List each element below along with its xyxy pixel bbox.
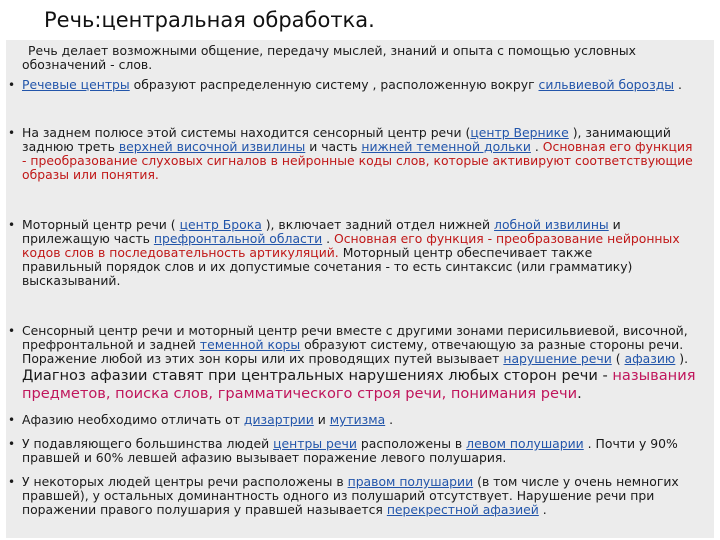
intro-line-2: обозначений - слов. <box>22 57 153 72</box>
link-left-hemisphere[interactable]: левом полушарии <box>466 436 584 451</box>
link-crossed-aphasia[interactable]: перекрестной афазией <box>386 502 539 517</box>
paragraph-2-line-2: заднюю треть верхней височной извилины и часть нижней теменной дольки . Основная его функция <box>22 139 693 154</box>
paragraph-7-line-2: правшей), у остальных доминантность одного из полушарий отсутствует. Нарушение речи при <box>22 488 655 503</box>
link-dysarthria[interactable]: дизартрии <box>243 412 314 427</box>
paragraph-3-line-1: Моторный центр речи ( центр Брока ), включает задний отдел нижней лобной извилины и <box>22 217 621 232</box>
link-speech-disorder[interactable]: нарушение речи <box>503 351 612 366</box>
link-wernicke-center[interactable]: центр Вернике <box>470 125 569 140</box>
link-parietal-cortex[interactable]: теменной коры <box>199 337 301 352</box>
paragraph-2-line-3: - преобразование слуховых сигналов в нейронные коды слов, которые активируют соответствующие <box>22 153 693 168</box>
bullet-6: • <box>8 437 16 451</box>
paragraph-4-line-2: префронтальной и задней теменной коры образуют систему, отвечающую за разные стороны речи. <box>22 337 684 352</box>
link-inferior-parietal-lobule[interactable]: нижней теменной дольки <box>361 139 531 154</box>
intro-line-1: Речь делает возможными общение, передачу мыслей, знаний и опыта с помощью условных <box>28 43 636 58</box>
link-speech-centers[interactable]: Речевые центры <box>22 77 130 92</box>
paragraph-7-line-1: У некоторых людей центры речи расположены в правом полушарии (в том числе у очень немногих <box>22 474 679 489</box>
paragraph-2-line-4: образы или понятия. <box>22 167 159 182</box>
content-panel <box>6 40 714 538</box>
link-broca-center[interactable]: центр Брока <box>179 217 262 232</box>
bullet-3: • <box>8 218 16 232</box>
link-speech-centers-2[interactable]: центры речи <box>273 436 357 451</box>
paragraph-6-line-2: правшей и 60% левшей афазию вызывает поражение левого полушария. <box>22 450 507 465</box>
link-mutism[interactable]: мутизма <box>329 412 386 427</box>
paragraph-4-line-5: предметов, поиска слов, грамматического строя речи, понимания речи. <box>22 385 582 402</box>
bullet-5: • <box>8 413 16 427</box>
link-aphasia[interactable]: афазию <box>624 351 676 366</box>
paragraph-3-line-4: правильный порядок слов и их допустимые сочетания - то есть синтаксис (или грамматику) <box>22 259 633 274</box>
bullet-7: • <box>8 475 16 489</box>
link-frontal-gyrus[interactable]: лобной извилины <box>494 217 609 232</box>
link-prefrontal-area[interactable]: префронтальной области <box>153 231 323 246</box>
paragraph-6-line-1: У подавляющего большинства людей центры речи расположены в левом полушарии . Почти у 90% <box>22 436 678 451</box>
paragraph-3-line-3: кодов слов в последовательность артикуляций. Моторный центр обеспечивает также <box>22 245 593 260</box>
link-superior-temporal-gyrus[interactable]: верхней височной извилины <box>118 139 306 154</box>
paragraph-3-line-2: прилежащую часть префронтальной области . Основная его функция - преобразование нейронных <box>22 231 680 246</box>
bullet-1: • <box>8 78 16 92</box>
paragraph-4-line-4: Диагноз афазии ставят при центральных нарушениях любых сторон речи - называния <box>22 367 696 384</box>
bullet-2: • <box>8 126 16 140</box>
paragraph-4-line-1: Сенсорный центр речи и моторный центр речи вместе с другими зонами перисильвиевой, височной, <box>22 323 688 338</box>
paragraph-2-line-1: На заднем полюсе этой системы находится сенсорный центр речи (центр Вернике ), занимающий <box>22 125 671 140</box>
paragraph-5: Афазию необходимо отличать от дизартрии и мутизма . <box>22 412 394 427</box>
bullet-4: • <box>8 324 16 338</box>
paragraph-1: Речевые центры образуют распределенную систему , расположенную вокруг сильвиевой борозды . <box>22 77 682 92</box>
link-right-hemisphere[interactable]: правом полушарии <box>347 474 474 489</box>
paragraph-7-line-3: поражении правого полушария у правшей называется перекрестной афазией . <box>22 502 547 517</box>
paragraph-4-line-3: Поражение любой из этих зон коры или их проводящих путей вызывает нарушение речи ( афазию ). <box>22 351 689 366</box>
link-sylvian-fissure[interactable]: сильвиевой борозды <box>538 77 675 92</box>
slide-title: Речь:центральная обработка. <box>44 8 375 32</box>
paragraph-3-line-5: высказываний. <box>22 273 121 288</box>
